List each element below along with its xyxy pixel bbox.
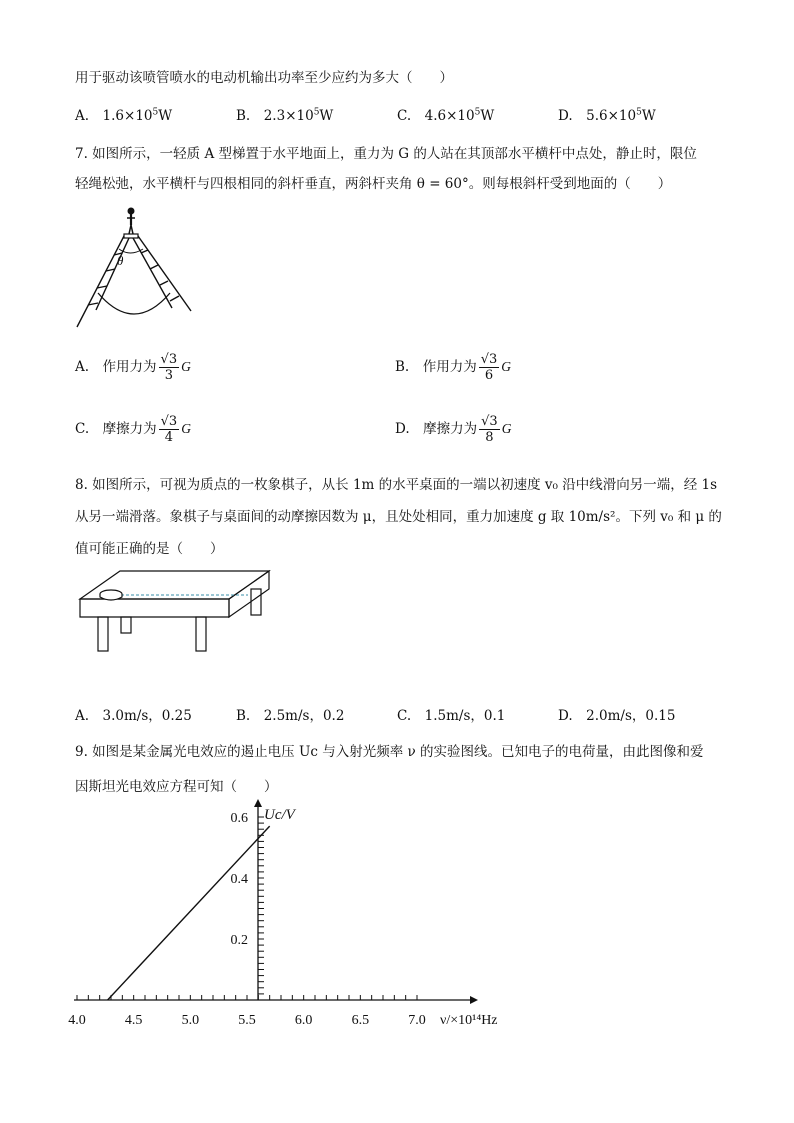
option-label: C. [397, 108, 425, 124]
table-figure [76, 567, 272, 657]
fraction-numerator: √3 [160, 414, 178, 429]
ladder-left-rail-outer [77, 236, 124, 327]
fraction-numerator: √3 [480, 352, 498, 367]
x-axis-arrow [470, 996, 478, 1004]
option-unit: W [158, 108, 173, 124]
q6-option-b [236, 104, 333, 124]
option-label: B. [236, 108, 264, 124]
y-tick-label: 0.2 [230, 933, 248, 948]
x-axis-label: ν/×10¹⁴Hz [440, 1013, 498, 1028]
x-tick-label: 5.0 [181, 1013, 200, 1028]
q7-line-1: 7. 如图所示，一轻质 A 型梯置于水平地面上，重力为 G 的人站在其顶部水平横杆中点处，静止时，限位 [75, 146, 697, 162]
option-variable: G [181, 359, 191, 374]
q7-option-b [395, 352, 511, 383]
option-exponent: 5 [636, 107, 642, 118]
q9-line-2: 因斯坦光电效应方程可知（ ） [75, 779, 278, 795]
ladder-left-rail-inner [96, 238, 129, 310]
y-tick-label: 0.4 [230, 872, 248, 887]
option-value: 4.6×10 [424, 108, 475, 124]
fraction-denominator: 8 [485, 430, 494, 445]
ladder-right-rung [141, 250, 148, 253]
q6-option-d [558, 104, 656, 124]
fraction-denominator: 6 [484, 368, 494, 383]
person-leg-right [131, 225, 133, 234]
x-tick-label: 4.0 [68, 1013, 86, 1028]
table-leg [251, 589, 261, 615]
q8-option-b: B. 2.5m/s，0.2 [236, 708, 345, 724]
option-unit: W [319, 108, 334, 124]
fraction-numerator: √3 [481, 414, 498, 429]
ladder-right-rung [160, 281, 168, 285]
option-value: 5.6×10 [586, 108, 637, 124]
fraction [159, 414, 180, 445]
ladder-top-bar [124, 234, 138, 238]
option-text: B. 作用力为 [395, 359, 477, 375]
table-leg [98, 617, 108, 651]
option-text: D. 摩擦力为 [395, 421, 478, 437]
series-line-uc [108, 826, 270, 1000]
y-axis-arrow [254, 799, 262, 807]
q8-option-a: A. 3.0m/s，0.25 [75, 708, 192, 724]
table-leg [121, 617, 131, 633]
q8-line-3: 值可能正确的是（ ） [75, 541, 224, 557]
x-tick-label: 6.5 [351, 1013, 370, 1028]
option-value: 2.3×10 [263, 108, 314, 124]
option-exponent: 5 [313, 107, 320, 118]
option-label: D. [558, 108, 587, 124]
option-unit: W [480, 108, 495, 124]
fraction-numerator: √3 [160, 352, 178, 367]
option-label: A. [75, 108, 103, 124]
q8-line-1: 8. 如图所示，可视为质点的一枚象棋子，从长 1m 的水平桌面的一端以初速度 v₀ 沿中线滑向另一端，经 1s [75, 477, 718, 493]
option-variable: G [501, 421, 512, 436]
ladder-right-rung [150, 265, 158, 269]
fraction-denominator: 4 [164, 430, 174, 445]
chess-piece-side [100, 594, 122, 600]
a-frame-ladder-figure [74, 205, 199, 330]
option-text: A. 作用力为 [75, 359, 157, 375]
q7-option-c [75, 414, 191, 445]
fraction [479, 414, 500, 445]
q9-line-1: 9. 如图是某金属光电效应的遏止电压 Uc 与入射光频率 ν 的实验图线。已知电子的电荷量，由此图像和爱 [75, 744, 704, 760]
q7-option-a [75, 352, 191, 383]
table-side-edge [229, 571, 269, 617]
q6-option-a [75, 104, 172, 124]
option-variable: G [181, 421, 191, 436]
option-value: 1.6×10 [102, 108, 153, 124]
q7-option-d [395, 414, 511, 445]
q8-option-d: D. 2.0m/s，0.15 [558, 708, 676, 724]
option-exponent: 5 [474, 107, 481, 118]
theta-label: θ [117, 253, 124, 268]
q6-option-c [397, 104, 494, 124]
option-unit: W [641, 108, 656, 124]
ladder-right-rung [170, 296, 179, 301]
fraction [159, 352, 180, 383]
q8-option-c: C. 1.5m/s，0.1 [397, 708, 506, 724]
q7-line-2: 轻绳松弛，水平横杆与四根相同的斜杆垂直，两斜杆夹角 θ = 60°。则每根斜杆受到地面的（ ） [75, 176, 672, 192]
y-axis-label: Uc/V [264, 807, 295, 823]
x-tick-label: 5.5 [238, 1013, 256, 1028]
stopping-voltage-chart [60, 795, 540, 1035]
table-leg [196, 617, 206, 651]
fraction-denominator: 3 [164, 368, 173, 383]
y-tick-label: 0.6 [230, 811, 248, 826]
x-tick-label: 4.5 [124, 1013, 143, 1028]
option-text: C. 摩擦力为 [75, 421, 157, 437]
x-tick-label: 6.0 [294, 1013, 313, 1028]
option-variable: G [501, 359, 512, 374]
fraction [479, 352, 500, 383]
person-head [128, 208, 135, 215]
q8-line-2: 从另一端滑落。象棋子与桌面间的动摩擦因数为 μ，且处处相同，重力加速度 g 取 10m/s²。下列 v₀ 和 μ 的 [75, 509, 722, 525]
slack-rope [98, 293, 170, 314]
table-front-edge [80, 599, 229, 617]
q6-stem: 用于驱动该喷管喷水的电动机输出功率至少应约为多大（ ） [75, 70, 453, 86]
option-exponent: 5 [152, 107, 159, 118]
x-tick-label: 7.0 [408, 1013, 426, 1028]
